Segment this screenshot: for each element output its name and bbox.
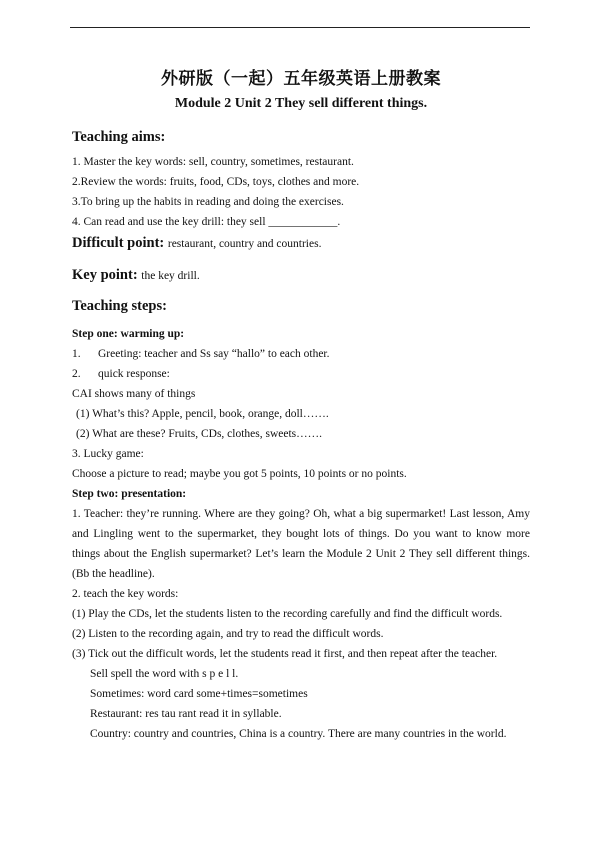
difficult-point xyxy=(72,233,530,254)
document-title-chinese: 外研版（一起）五年级英语上册教案 xyxy=(161,69,441,89)
teaching-aim-item: 3.To bring up the habits in reading and doing the exercises. xyxy=(72,196,344,208)
word-sometimes: Sometimes: word card some+times=sometimes xyxy=(90,688,308,700)
word-country: Country: country and countries, China is a country. There are many countries in the world. xyxy=(90,728,507,740)
item-text: quick response: xyxy=(98,368,170,380)
word-sell: Sell spell the word with s p e l l. xyxy=(90,668,239,680)
header-rule xyxy=(70,27,530,28)
step-one-item-greeting xyxy=(72,344,530,364)
key-words-step: (1) Play the CDs, let the students listen to the recording carefully and find the difficult words. xyxy=(72,608,503,620)
lucky-game-text: Choose a picture to read; maybe you got 5 points, 10 points or no points. xyxy=(72,468,407,480)
item-text: Greeting: teacher and Ss say “hallo” to each other. xyxy=(98,348,330,360)
key-words-step: (3) Tick out the difficult words, let the students read it first, and then repeat after the teacher. xyxy=(72,648,498,660)
question-line: (2) What are these? Fruits, CDs, clothes, sweets……. xyxy=(76,428,323,440)
question-line: (1) What’s this? Apple, pencil, book, orange, doll……. xyxy=(76,408,329,420)
word-restaurant: Restaurant: res tau rant read it in syllable. xyxy=(90,708,282,720)
step-one-heading: Step one: warming up: xyxy=(72,328,185,340)
key-words-heading: 2. teach the key words: xyxy=(72,588,179,600)
key-point-label: Key point: xyxy=(72,267,138,283)
teaching-aim-item: 2.Review the words: fruits, food, CDs, toys, clothes and more. xyxy=(72,176,360,188)
item-number: 1. xyxy=(72,348,81,360)
teaching-aims-list xyxy=(72,152,530,232)
key-words-step: (2) Listen to the recording again, and try to read the difficult words. xyxy=(72,628,384,640)
lucky-game-heading: 3. Lucky game: xyxy=(72,448,144,460)
step-one-item-quick-response xyxy=(72,364,530,384)
key-point xyxy=(72,265,530,286)
key-point-text: the key drill. xyxy=(141,270,200,282)
teaching-aim-item: 1. Master the key words: sell, country, sometimes, restaurant. xyxy=(72,156,354,168)
step-two-section xyxy=(72,484,530,744)
teaching-aim-item: 4. Can read and use the key drill: they sell ____________. xyxy=(72,216,341,228)
document-title-english: Module 2 Unit 2 They sell different things. xyxy=(174,96,428,111)
cai-line: CAI shows many of things xyxy=(72,388,196,400)
teaching-steps-heading: Teaching steps: xyxy=(72,298,167,314)
teaching-aims-heading: Teaching aims: xyxy=(72,129,166,145)
document-page xyxy=(72,68,530,744)
difficult-point-text: restaurant, country and countries. xyxy=(167,238,322,250)
step-two-heading: Step two: presentation: xyxy=(72,488,187,500)
step-one-section xyxy=(72,324,530,484)
difficult-point-label: Difficult point: xyxy=(72,235,165,251)
item-number: 2. xyxy=(72,368,81,380)
presentation-paragraph: 1. Teacher: they’re running. Where are they going? Oh, what a big supermarket! Last lesson, Amy and Lingling went to the supermarket, they bought lots of things. Do you want to know more things about the English supermarket? Let’s learn the Module 2 Unit 2 They sell different things. (Bb the headline). xyxy=(72,508,530,580)
